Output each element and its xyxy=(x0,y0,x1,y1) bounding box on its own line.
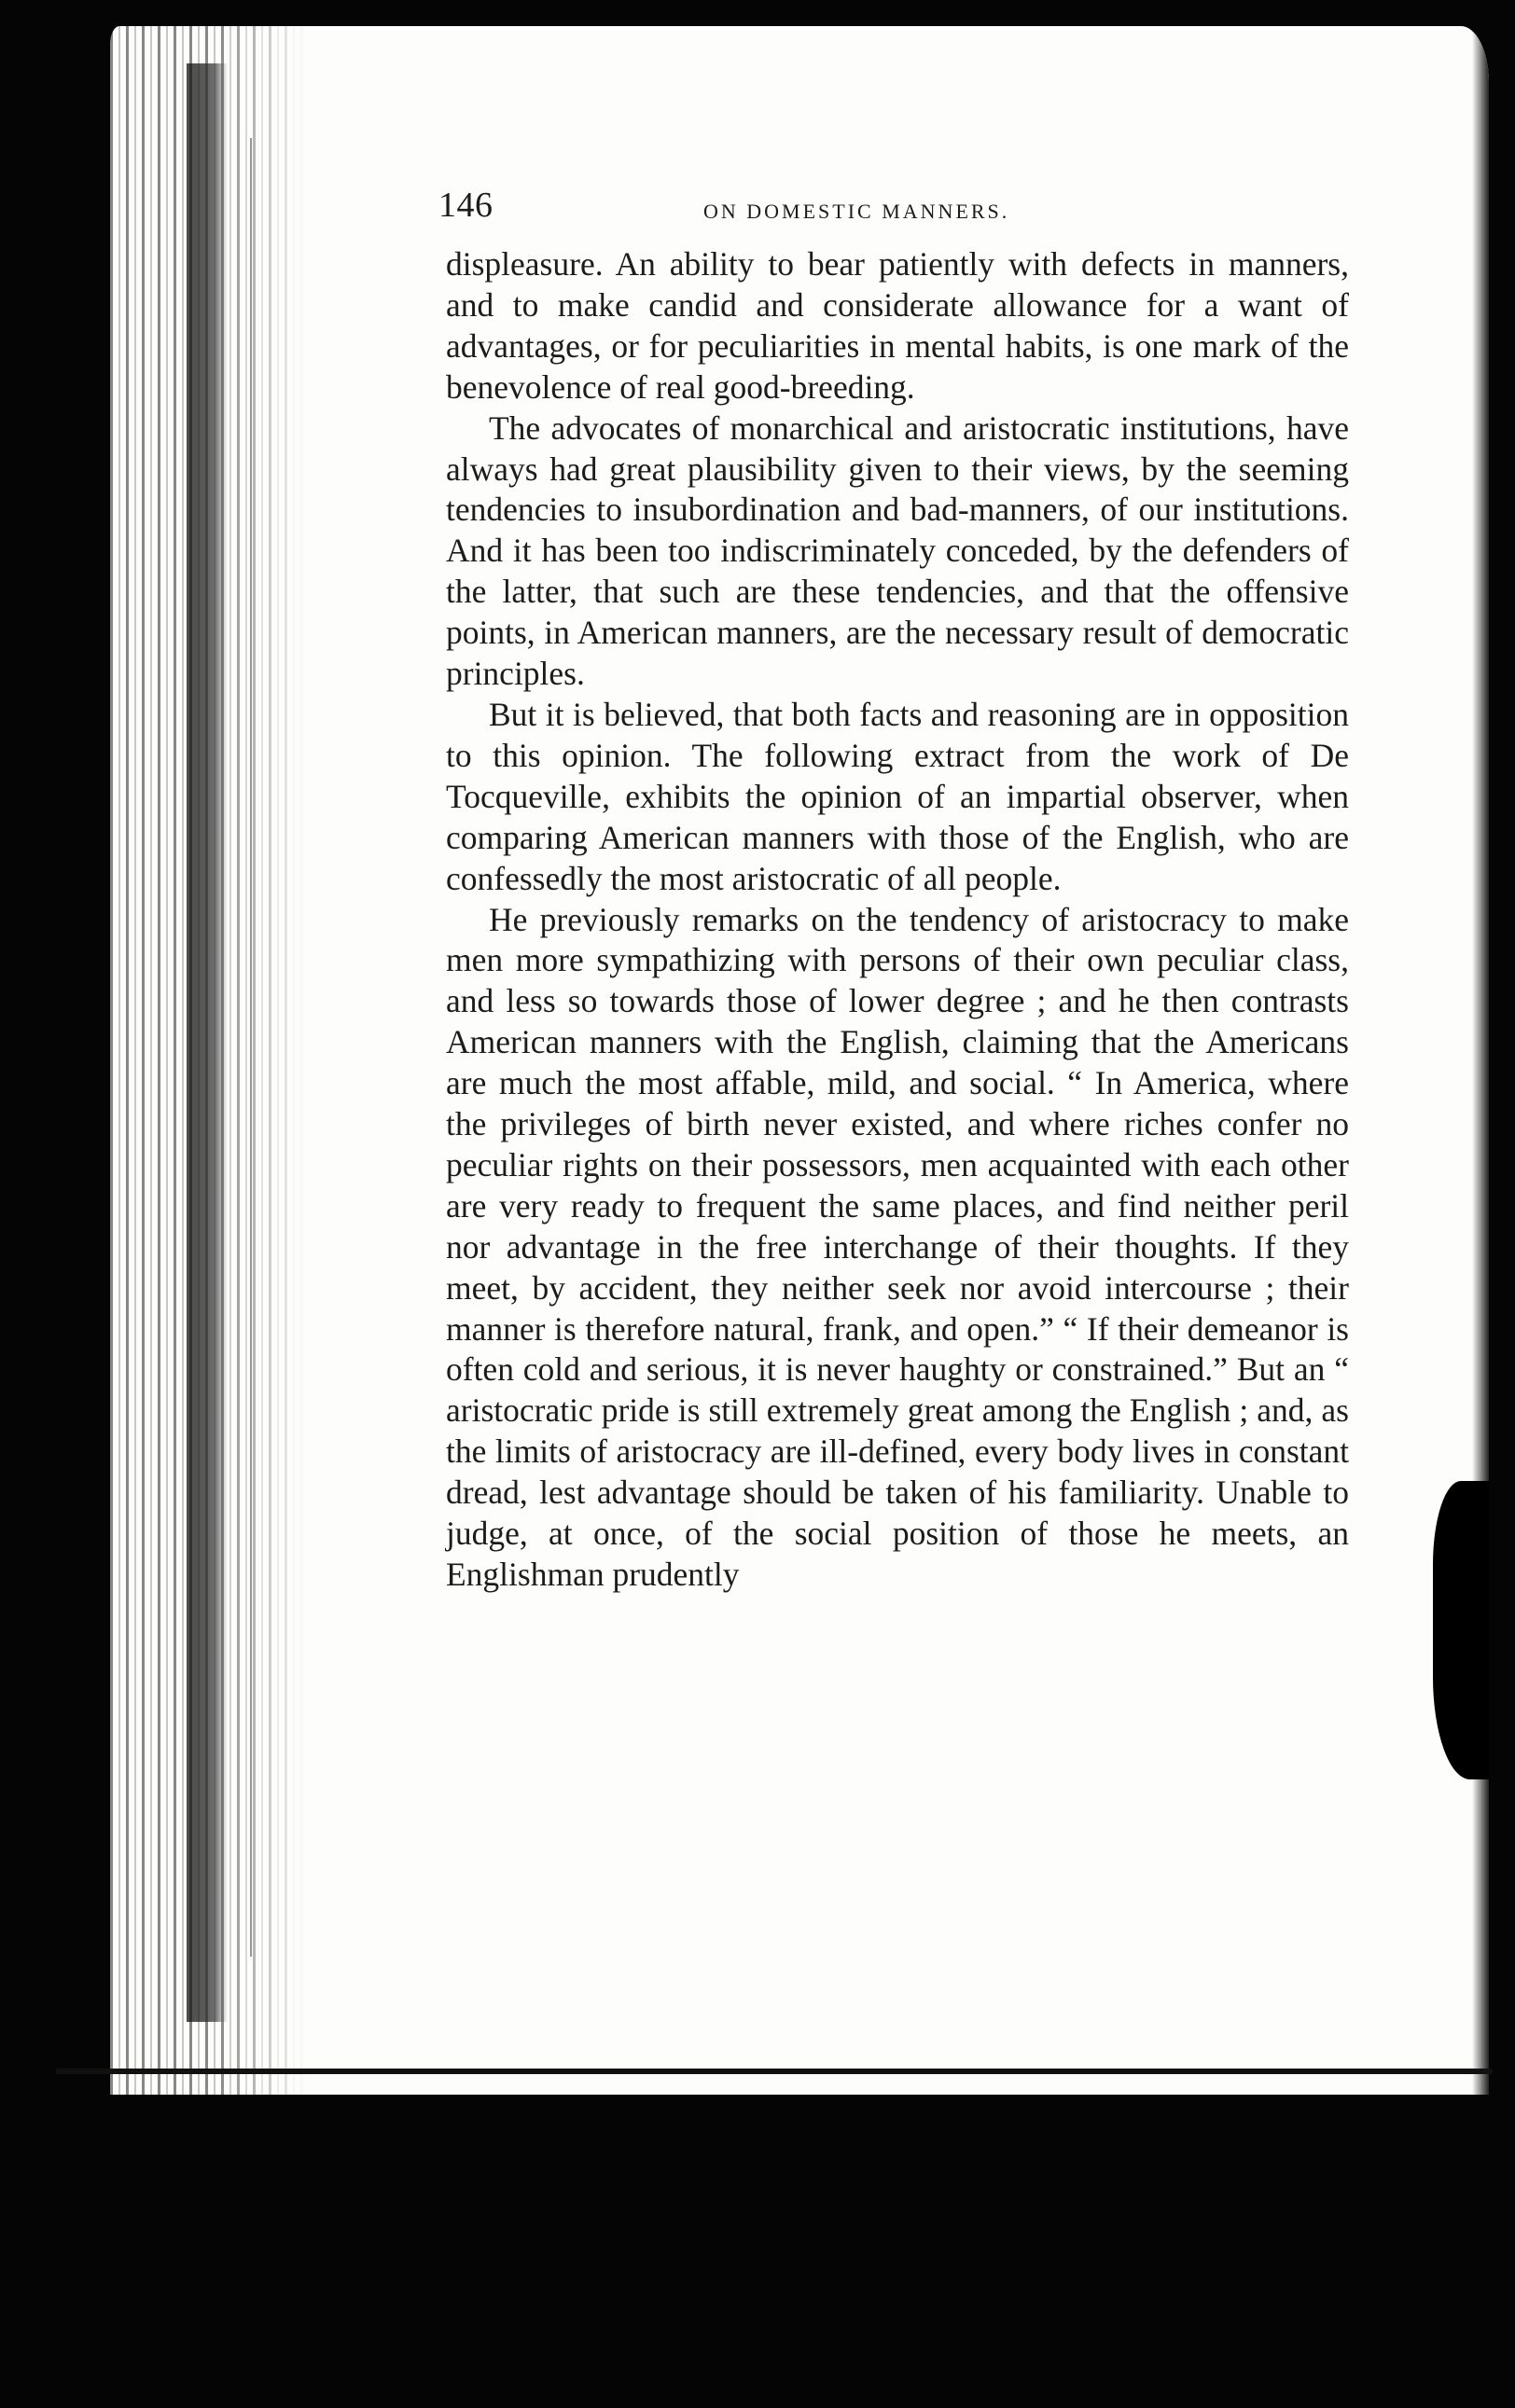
page-number: 146 xyxy=(438,186,493,225)
paragraph-advocates: The advocates of monarchical and aristocratic institutions, have always had great plausibility given to their views, by the seeming tendencies to insubordination and bad-manners, of our institutions. And it has been too indiscriminately conceded, by the defenders of the latter, that such are these tendencies, and that the offensive points, in American manners, are the necessary result of democratic principles. xyxy=(446,408,1349,693)
page-text-block xyxy=(438,186,1349,1596)
paragraph-continuation: displeasure. An ability to bear patiently with defects in manners, and to make candid and considerate allowance for a want of advantages, or for peculiarities in mental habits, is one mark of the benevolence of real good-breeding. xyxy=(446,245,1349,406)
paragraph-tocqueville-quote: He previously remarks on the tendency of aristocracy to make men more sympathizing with persons of their own peculiar class, and less so towards those of lower degree ; and he then contrasts American manners with the English, claiming that the Americans are much the most affable, mild, and social. “ In America, where the privileges of birth never existed, and where riches confer no peculiar rights on their possessors, men acquainted with each other are very ready to frequent the same places, and find neither peril nor advantage in the free interchange of their thoughts. If they meet, by accident, they neither seek nor avoid intercourse ; their manner is therefore natural, frank, and open.” “ If their demeanor is often cold and serious, it is never haughty or constrained.” But an “ aristocratic pride is still extremely great among the English ; and, as the limits of aristocracy are ill-defined, every body lives in constant dread, lest advantage should be taken of his familiarity. Unable to judge, at once, of the social position of those he meets, an Englishman prudently xyxy=(446,900,1349,1593)
right-edge-dark-blob xyxy=(1433,1481,1489,1779)
running-head xyxy=(438,186,1349,244)
paragraph-believed: But it is believed, that both facts and reasoning are in opposition to this opinion. The following extract from the work of De Tocqueville, exhibits the opinion of an impartial observer, when comparing American manners with those of the English, who are confessedly the most aristocratic of all people. xyxy=(446,695,1349,897)
binding-gutter-dark-band xyxy=(187,63,228,2022)
bottom-edge-line xyxy=(56,2069,1493,2074)
right-edge-shadow xyxy=(1472,26,1489,2095)
binding-crease-line xyxy=(250,138,252,1957)
running-title: ON DOMESTIC MANNERS. xyxy=(703,200,1010,223)
